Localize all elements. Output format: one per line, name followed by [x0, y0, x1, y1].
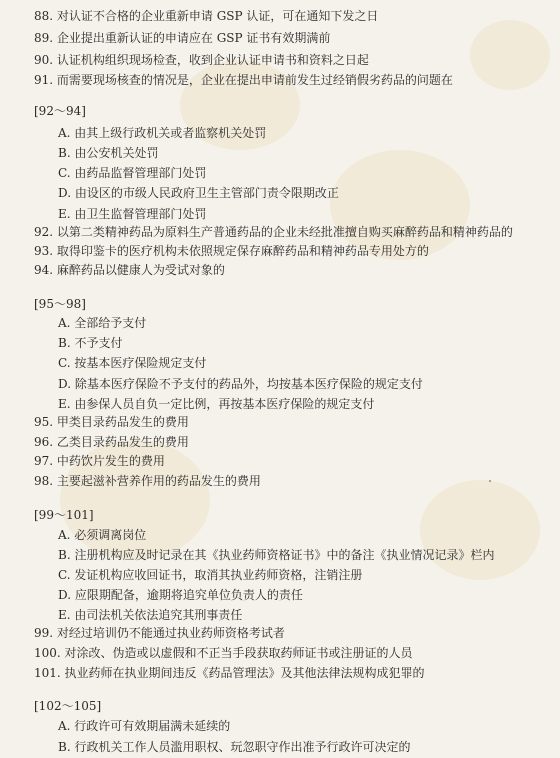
option-c: C. 发证机构应收回证书，取消其执业药师资格，注销注册 [58, 568, 363, 582]
watermark-blot [470, 20, 550, 90]
question-96: 96. 乙类目录药品发生的费用 [34, 435, 189, 449]
question-92: 92. 以第二类精神药品为原料生产普通药品的企业未经批准擅自购买麻醉药品和精神药品的 [34, 225, 513, 239]
option-a: A. 必须调离岗位 [58, 528, 147, 542]
section-header-102-105: [102～105] [34, 699, 102, 713]
option-d: D. 除基本医疗保险不予支付的药品外，均按基本医疗保险的规定支付 [58, 377, 423, 391]
question-100: 100. 对涂改、伪造或以虚假和不正当手段获取药师证书或注册证的人员 [34, 646, 413, 660]
question-94: 94. 麻醉药品以健康人为受试对象的 [34, 263, 225, 277]
option-a: A. 由其上级行政机关或者监察机关处罚 [58, 126, 267, 140]
question-88: 88. 对认证不合格的企业重新申请 GSP 认证，可在通知下发之日 [34, 9, 379, 23]
question-91: 91. 而需要现场核查的情况是，企业在提出申请前发生过经销假劣药品的问题在 [34, 73, 453, 87]
option-e: E. 由卫生监督管理部门处罚 [58, 207, 207, 221]
option-b: B. 由公安机关处罚 [58, 146, 159, 160]
option-b: B. 行政机关工作人员滥用职权、玩忽职守作出准予行政许可决定的 [58, 740, 411, 754]
question-89: 89. 企业提出重新认证的申请应在 GSP 证书有效期满前 [34, 31, 331, 45]
question-95: 95. 甲类目录药品发生的费用 [34, 415, 189, 429]
option-b: B. 不予支付 [58, 336, 123, 350]
option-b: B. 注册机构应及时记录在其《执业药师资格证书》中的备注《执业情况记录》栏内 [58, 548, 495, 562]
watermark-blot [420, 480, 540, 580]
question-97: 97. 中药饮片发生的费用 [34, 454, 165, 468]
option-e: E. 由参保人员自负一定比例，再按基本医疗保险的规定支付 [58, 397, 375, 411]
section-header-95-98: [95～98] [34, 297, 86, 311]
option-c: C. 由药品监督管理部门处罚 [58, 166, 207, 180]
option-a: A. 全部给予支付 [58, 316, 147, 330]
question-93: 93. 取得印鉴卡的医疗机构未依照规定保存麻醉药品和精神药品专用处方的 [34, 244, 429, 258]
question-99: 99. 对经过培训仍不能通过执业药师资格考试者 [34, 626, 285, 640]
option-d: D. 由设区的市级人民政府卫生主管部门责令限期改正 [58, 186, 339, 200]
option-d: D. 应限期配备，逾期将追究单位负责人的责任 [58, 588, 303, 602]
section-header-99-101: [99～101] [34, 508, 94, 522]
question-98: 98. 主要起滋补营养作用的药品发生的费用 [34, 474, 261, 488]
option-a: A. 行政许可有效期届满未延续的 [58, 719, 231, 733]
question-90: 90. 认证机构组织现场检查，收到企业认证申请书和资料之日起 [34, 53, 369, 67]
question-101: 101. 执业药师在执业期间违反《药品管理法》及其他法律法规构成犯罪的 [34, 666, 425, 680]
section-header-92-94: [92～94] [34, 104, 86, 118]
option-e: E. 由司法机关依法追究其刑事责任 [58, 608, 243, 622]
option-c: C. 按基本医疗保险规定支付 [58, 356, 207, 370]
stray-dot [489, 480, 491, 482]
